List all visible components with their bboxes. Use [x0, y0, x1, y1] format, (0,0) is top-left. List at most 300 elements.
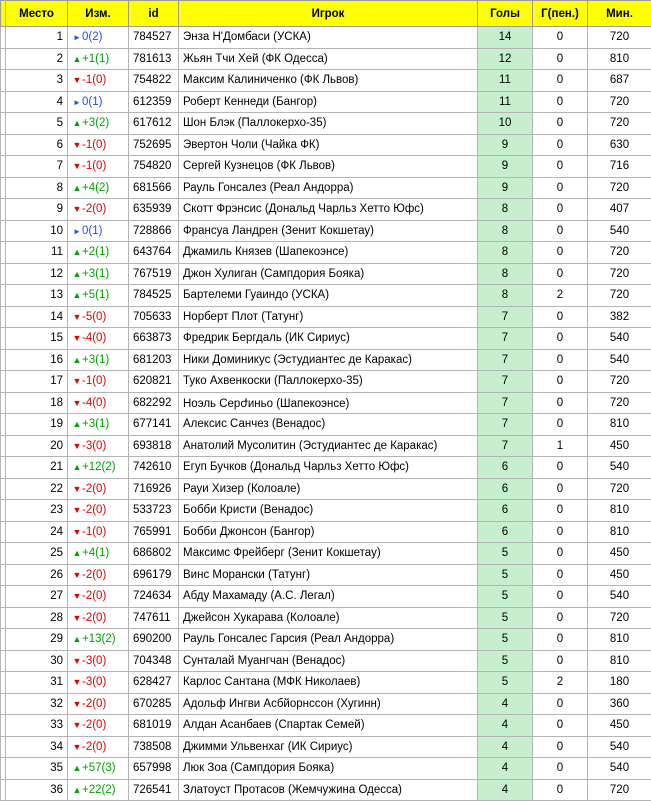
change-cell[interactable]: [68, 134, 129, 156]
player-id-cell[interactable]: 747611: [129, 607, 179, 629]
player-id-cell[interactable]: 670285: [129, 693, 179, 715]
player-id-cell[interactable]: 705633: [129, 306, 179, 328]
rank-cell[interactable]: 13: [6, 285, 68, 307]
minutes-cell[interactable]: 720: [588, 371, 651, 393]
change-value: -4(0): [82, 397, 106, 409]
change-value: -2(0): [82, 569, 106, 581]
rank-cell[interactable]: 21: [6, 457, 68, 479]
arrow-down-icon: [72, 570, 82, 580]
penalty-goals-cell[interactable]: 0: [533, 156, 588, 178]
goals-cell[interactable]: 8: [478, 220, 533, 242]
rank-cell[interactable]: 23: [6, 500, 68, 522]
change-cell[interactable]: [68, 349, 129, 371]
rank-cell[interactable]: 5: [6, 113, 68, 135]
rank-cell[interactable]: 25: [6, 543, 68, 565]
minutes-cell[interactable]: 450: [588, 564, 651, 586]
goals-cell[interactable]: 12: [478, 48, 533, 70]
penalty-goals-cell[interactable]: 2: [533, 285, 588, 307]
change-value: -1(0): [82, 375, 106, 387]
penalty-goals-cell[interactable]: 0: [533, 758, 588, 780]
minutes-cell[interactable]: 720: [588, 91, 651, 113]
player-id-cell[interactable]: 657998: [129, 758, 179, 780]
goals-cell[interactable]: 7: [478, 349, 533, 371]
penalty-goals-cell[interactable]: 0: [533, 457, 588, 479]
table-row: [1, 607, 651, 629]
player-name-cell[interactable]: Шон Блэк (Паллокерхо-35): [179, 113, 478, 135]
player-id-cell[interactable]: 738508: [129, 736, 179, 758]
change-cell[interactable]: [68, 371, 129, 393]
table-row: [1, 199, 651, 221]
player-name-cell[interactable]: Джамиль Князев (Шапекоэнсе): [179, 242, 478, 264]
player-id-cell[interactable]: 628427: [129, 672, 179, 694]
player-id-cell[interactable]: 635939: [129, 199, 179, 221]
rank-cell[interactable]: 15: [6, 328, 68, 350]
penalty-goals-cell[interactable]: 0: [533, 263, 588, 285]
player-name-cell[interactable]: Винс Морански (Татунг): [179, 564, 478, 586]
column-header-id[interactable]: id: [129, 1, 179, 27]
rank-cell[interactable]: 16: [6, 349, 68, 371]
player-id-cell[interactable]: 643764: [129, 242, 179, 264]
goals-cell[interactable]: 6: [478, 521, 533, 543]
player-id-cell[interactable]: 726541: [129, 779, 179, 801]
change-value: +1(1): [82, 53, 109, 65]
arrow-down-icon: [72, 677, 82, 687]
goals-cell[interactable]: 10: [478, 113, 533, 135]
player-name-cell[interactable]: Джон Хулиган (Сампдория Бояка): [179, 263, 478, 285]
goals-cell[interactable]: 6: [478, 457, 533, 479]
penalty-goals-cell[interactable]: 0: [533, 349, 588, 371]
player-id-cell[interactable]: 681566: [129, 177, 179, 199]
change-cell[interactable]: [68, 543, 129, 565]
rank-cell[interactable]: 7: [6, 156, 68, 178]
minutes-cell[interactable]: 720: [588, 113, 651, 135]
change-value: -1(0): [82, 74, 106, 86]
player-id-cell[interactable]: 663873: [129, 328, 179, 350]
rank-cell[interactable]: 19: [6, 414, 68, 436]
change-cell[interactable]: [68, 156, 129, 178]
column-header-goals[interactable]: Голы: [478, 1, 533, 27]
minutes-cell[interactable]: 810: [588, 521, 651, 543]
change-cell[interactable]: [68, 779, 129, 801]
player-name-cell[interactable]: Жьян Тчи Хей (ФК Одесса): [179, 48, 478, 70]
rank-cell[interactable]: 11: [6, 242, 68, 264]
change-value: -1(0): [82, 139, 106, 151]
player-id-cell[interactable]: 716926: [129, 478, 179, 500]
goals-cell[interactable]: 9: [478, 134, 533, 156]
player-name-cell[interactable]: Максим Калиниченко (ФК Львов): [179, 70, 478, 92]
change-cell[interactable]: [68, 586, 129, 608]
column-header-rank[interactable]: Место: [6, 1, 68, 27]
rank-cell[interactable]: 27: [6, 586, 68, 608]
player-id-cell[interactable]: 784525: [129, 285, 179, 307]
player-id-cell[interactable]: 620821: [129, 371, 179, 393]
player-id-cell[interactable]: 612359: [129, 91, 179, 113]
minutes-cell[interactable]: 720: [588, 478, 651, 500]
change-cell[interactable]: [68, 758, 129, 780]
minutes-cell[interactable]: 407: [588, 199, 651, 221]
rank-cell[interactable]: 14: [6, 306, 68, 328]
player-name-cell[interactable]: Рауль Гонсалез (Реал Андорра): [179, 177, 478, 199]
goals-cell[interactable]: 7: [478, 392, 533, 414]
penalty-goals-cell[interactable]: 0: [533, 70, 588, 92]
arrow-down-icon: [72, 613, 82, 623]
goals-cell[interactable]: 14: [478, 27, 533, 49]
goals-cell[interactable]: 7: [478, 435, 533, 457]
player-name-cell[interactable]: Джимми Ульвенхаг (ИК Сириус): [179, 736, 478, 758]
penalty-goals-cell[interactable]: 0: [533, 91, 588, 113]
goals-cell[interactable]: 8: [478, 242, 533, 264]
penalty-goals-cell[interactable]: 0: [533, 134, 588, 156]
player-id-cell[interactable]: 784527: [129, 27, 179, 49]
rank-cell[interactable]: 18: [6, 392, 68, 414]
penalty-goals-cell[interactable]: 0: [533, 736, 588, 758]
penalty-goals-cell[interactable]: 0: [533, 500, 588, 522]
goals-cell[interactable]: 4: [478, 779, 533, 801]
player-id-cell[interactable]: 704348: [129, 650, 179, 672]
table-row: [1, 27, 651, 49]
rank-cell[interactable]: 30: [6, 650, 68, 672]
goals-cell[interactable]: 5: [478, 586, 533, 608]
minutes-cell[interactable]: 382: [588, 306, 651, 328]
table-row: [1, 715, 651, 737]
player-name-cell[interactable]: Максимс Фрейберг (Зенит Кокшетау): [179, 543, 478, 565]
arrow-down-icon: [72, 398, 82, 408]
change-cell[interactable]: [68, 263, 129, 285]
goals-cell[interactable]: 8: [478, 285, 533, 307]
change-cell[interactable]: [68, 693, 129, 715]
change-cell[interactable]: [68, 48, 129, 70]
goals-cell[interactable]: 9: [478, 156, 533, 178]
table-row: [1, 242, 651, 264]
minutes-cell[interactable]: 540: [588, 328, 651, 350]
minutes-cell[interactable]: 720: [588, 285, 651, 307]
arrow-up-icon: [72, 785, 82, 795]
rank-cell[interactable]: 34: [6, 736, 68, 758]
player-name-cell[interactable]: Люк Зоа (Сампдория Бояка): [179, 758, 478, 780]
change-cell[interactable]: [68, 242, 129, 264]
player-id-cell[interactable]: 693818: [129, 435, 179, 457]
player-name-cell[interactable]: Энза Н'Домбаси (УСКА): [179, 27, 478, 49]
penalty-goals-cell[interactable]: 0: [533, 629, 588, 651]
minutes-cell[interactable]: 450: [588, 543, 651, 565]
penalty-goals-cell[interactable]: 0: [533, 306, 588, 328]
table-row: [1, 349, 651, 371]
player-name-cell[interactable]: Бобби Кристи (Венадос): [179, 500, 478, 522]
goals-cell[interactable]: 6: [478, 500, 533, 522]
change-cell[interactable]: [68, 306, 129, 328]
rank-cell[interactable]: 26: [6, 564, 68, 586]
player-id-cell[interactable]: 696179: [129, 564, 179, 586]
penalty-goals-cell[interactable]: 0: [533, 414, 588, 436]
player-name-cell[interactable]: Рауль Гонсалес Гарсия (Реал Андорра): [179, 629, 478, 651]
minutes-cell[interactable]: 687: [588, 70, 651, 92]
player-name-cell[interactable]: Абду Махамаду (А.С. Легал): [179, 586, 478, 608]
penalty-goals-cell[interactable]: 0: [533, 715, 588, 737]
player-name-cell[interactable]: Роберт Кеннеди (Бангор): [179, 91, 478, 113]
goals-cell[interactable]: 4: [478, 715, 533, 737]
arrow-down-icon: [72, 333, 82, 343]
rank-cell[interactable]: 12: [6, 263, 68, 285]
arrow-up-icon: [72, 290, 82, 300]
goals-cell[interactable]: 7: [478, 414, 533, 436]
goals-cell[interactable]: 5: [478, 543, 533, 565]
change-value: +4(2): [82, 182, 109, 194]
table-row: [1, 457, 651, 479]
minutes-cell[interactable]: 540: [588, 586, 651, 608]
goals-cell[interactable]: 5: [478, 564, 533, 586]
goals-cell[interactable]: 11: [478, 70, 533, 92]
goals-cell[interactable]: 5: [478, 629, 533, 651]
table-row: [1, 414, 651, 436]
goals-cell[interactable]: 4: [478, 758, 533, 780]
change-value: -2(0): [82, 612, 106, 624]
player-id-cell[interactable]: 754820: [129, 156, 179, 178]
minutes-cell[interactable]: 540: [588, 758, 651, 780]
rank-cell[interactable]: 22: [6, 478, 68, 500]
change-cell[interactable]: [68, 478, 129, 500]
change-cell[interactable]: [68, 564, 129, 586]
table-row: [1, 543, 651, 565]
player-id-cell[interactable]: 617612: [129, 113, 179, 135]
player-id-cell[interactable]: 686802: [129, 543, 179, 565]
player-id-cell[interactable]: 754822: [129, 70, 179, 92]
minutes-cell[interactable]: 720: [588, 392, 651, 414]
change-cell[interactable]: [68, 736, 129, 758]
player-name-cell[interactable]: Алдан Асанбаев (Спартак Семей): [179, 715, 478, 737]
minutes-cell[interactable]: 720: [588, 242, 651, 264]
rank-cell[interactable]: 33: [6, 715, 68, 737]
minutes-cell[interactable]: 720: [588, 779, 651, 801]
minutes-cell[interactable]: 720: [588, 607, 651, 629]
change-cell[interactable]: [68, 672, 129, 694]
rank-cell[interactable]: 3: [6, 70, 68, 92]
penalty-goals-cell[interactable]: 0: [533, 650, 588, 672]
player-name-cell[interactable]: Эвертон Чоли (Чайка ФК): [179, 134, 478, 156]
change-cell[interactable]: [68, 199, 129, 221]
penalty-goals-cell[interactable]: 0: [533, 48, 588, 70]
change-value: +3(1): [82, 418, 109, 430]
player-id-cell[interactable]: 677141: [129, 414, 179, 436]
table-row: [1, 306, 651, 328]
goals-cell[interactable]: 11: [478, 91, 533, 113]
change-cell[interactable]: [68, 91, 129, 113]
rank-cell[interactable]: 32: [6, 693, 68, 715]
change-cell[interactable]: [68, 220, 129, 242]
penalty-goals-cell[interactable]: 0: [533, 27, 588, 49]
player-id-cell[interactable]: 724634: [129, 586, 179, 608]
change-cell[interactable]: [68, 328, 129, 350]
goals-cell[interactable]: 7: [478, 328, 533, 350]
player-id-cell[interactable]: 767519: [129, 263, 179, 285]
minutes-cell[interactable]: 810: [588, 629, 651, 651]
goals-cell[interactable]: 5: [478, 650, 533, 672]
rank-cell[interactable]: 10: [6, 220, 68, 242]
player-name-cell[interactable]: Егуп Бучков (Дональд Чарльз Хетто Юфс): [179, 457, 478, 479]
change-cell[interactable]: [68, 392, 129, 414]
player-name-cell[interactable]: Туко Ахвенкоски (Паллокерхо-35): [179, 371, 478, 393]
change-cell[interactable]: [68, 457, 129, 479]
change-cell[interactable]: [68, 27, 129, 49]
player-name-cell[interactable]: Адольф Ингви Асбйорнссон (Хугинн): [179, 693, 478, 715]
rank-cell[interactable]: 9: [6, 199, 68, 221]
player-name-cell[interactable]: Франсуа Ландрен (Зенит Кокшетау): [179, 220, 478, 242]
change-cell[interactable]: [68, 435, 129, 457]
rank-cell[interactable]: 35: [6, 758, 68, 780]
player-id-cell[interactable]: 765991: [129, 521, 179, 543]
table-row: [1, 564, 651, 586]
change-value: +3(1): [82, 268, 109, 280]
player-name-cell[interactable]: Бобби Джонсон (Бангор): [179, 521, 478, 543]
table-row: [1, 500, 651, 522]
change-cell[interactable]: [68, 650, 129, 672]
table-row: [1, 91, 651, 113]
penalty-goals-cell[interactable]: 0: [533, 586, 588, 608]
penalty-goals-cell[interactable]: 0: [533, 779, 588, 801]
penalty-goals-cell[interactable]: 0: [533, 478, 588, 500]
penalty-goals-cell[interactable]: 0: [533, 521, 588, 543]
minutes-cell[interactable]: 810: [588, 414, 651, 436]
change-value: 0(1): [82, 96, 102, 108]
player-name-cell[interactable]: Ники Доминикус (Эстудиантес де Каракас): [179, 349, 478, 371]
goals-cell[interactable]: 9: [478, 177, 533, 199]
goals-cell[interactable]: 7: [478, 306, 533, 328]
player-name-cell[interactable]: Скотт Фрэнсис (Дональд Чарльз Хетто Юфс): [179, 199, 478, 221]
change-cell[interactable]: [68, 285, 129, 307]
penalty-goals-cell[interactable]: 0: [533, 113, 588, 135]
player-id-cell[interactable]: 682292: [129, 392, 179, 414]
change-cell[interactable]: [68, 629, 129, 651]
player-id-cell[interactable]: 690200: [129, 629, 179, 651]
change-value: -2(0): [82, 590, 106, 602]
rank-cell[interactable]: 17: [6, 371, 68, 393]
penalty-goals-cell[interactable]: 2: [533, 672, 588, 694]
player-name-cell[interactable]: Фредрик Бергдаль (ИК Сириус): [179, 328, 478, 350]
minutes-cell[interactable]: 180: [588, 672, 651, 694]
goals-cell[interactable]: 5: [478, 672, 533, 694]
change-cell[interactable]: [68, 521, 129, 543]
minutes-cell[interactable]: 810: [588, 500, 651, 522]
penalty-goals-cell[interactable]: 0: [533, 607, 588, 629]
player-name-cell[interactable]: Алексис Санчез (Венадос): [179, 414, 478, 436]
rank-cell[interactable]: 29: [6, 629, 68, 651]
penalty-goals-cell[interactable]: 0: [533, 371, 588, 393]
penalty-goals-cell[interactable]: 0: [533, 392, 588, 414]
rank-cell[interactable]: 28: [6, 607, 68, 629]
player-name-cell[interactable]: Сергей Кузнецов (ФК Львов): [179, 156, 478, 178]
player-id-cell[interactable]: 681203: [129, 349, 179, 371]
player-name-cell[interactable]: Карлос Сантана (МФК Николаев): [179, 672, 478, 694]
penalty-goals-cell[interactable]: 0: [533, 242, 588, 264]
penalty-goals-cell[interactable]: 0: [533, 564, 588, 586]
minutes-cell[interactable]: 540: [588, 736, 651, 758]
penalty-goals-cell[interactable]: 0: [533, 199, 588, 221]
minutes-cell[interactable]: 360: [588, 693, 651, 715]
rank-cell[interactable]: 1: [6, 27, 68, 49]
penalty-goals-cell[interactable]: 0: [533, 693, 588, 715]
player-id-cell[interactable]: 752695: [129, 134, 179, 156]
arrow-down-icon: [72, 75, 82, 85]
rank-cell[interactable]: 2: [6, 48, 68, 70]
player-id-cell[interactable]: 728866: [129, 220, 179, 242]
penalty-goals-cell[interactable]: 1: [533, 435, 588, 457]
penalty-goals-cell[interactable]: 0: [533, 220, 588, 242]
rank-cell[interactable]: 6: [6, 134, 68, 156]
goals-cell[interactable]: 6: [478, 478, 533, 500]
goals-cell[interactable]: 7: [478, 371, 533, 393]
rank-cell[interactable]: 8: [6, 177, 68, 199]
change-value: -2(0): [82, 698, 106, 710]
minutes-cell[interactable]: 450: [588, 715, 651, 737]
penalty-goals-cell[interactable]: 0: [533, 177, 588, 199]
arrow-down-icon: [72, 591, 82, 601]
player-id-cell[interactable]: 533723: [129, 500, 179, 522]
minutes-cell[interactable]: 720: [588, 263, 651, 285]
minutes-cell[interactable]: 716: [588, 156, 651, 178]
minutes-cell[interactable]: 540: [588, 220, 651, 242]
rank-cell[interactable]: 20: [6, 435, 68, 457]
column-header-change[interactable]: Изм.: [68, 1, 129, 27]
minutes-cell[interactable]: 450: [588, 435, 651, 457]
player-name-cell[interactable]: Джейсон Хукарава (Колоале): [179, 607, 478, 629]
change-cell[interactable]: [68, 113, 129, 135]
player-name-cell[interactable]: Бартелеми Гуаиндо (УСКА): [179, 285, 478, 307]
goals-cell[interactable]: 4: [478, 736, 533, 758]
rank-cell[interactable]: 24: [6, 521, 68, 543]
change-cell[interactable]: [68, 414, 129, 436]
table-row: [1, 113, 651, 135]
penalty-goals-cell[interactable]: 0: [533, 543, 588, 565]
player-name-cell[interactable]: Ноэль Серժиньо (Шапекоэнсе): [179, 392, 478, 414]
table-row: [1, 220, 651, 242]
table-row: [1, 435, 651, 457]
player-name-cell[interactable]: Рауи Хизер (Колоале): [179, 478, 478, 500]
minutes-cell[interactable]: 810: [588, 48, 651, 70]
arrow-up-icon: [72, 118, 82, 128]
goals-cell[interactable]: 8: [478, 263, 533, 285]
change-cell[interactable]: [68, 715, 129, 737]
minutes-cell[interactable]: 630: [588, 134, 651, 156]
column-header-penalty-goals[interactable]: Г(пен.): [533, 1, 588, 27]
minutes-cell[interactable]: 540: [588, 457, 651, 479]
column-header-player[interactable]: Игрок: [179, 1, 478, 27]
player-id-cell[interactable]: 742610: [129, 457, 179, 479]
penalty-goals-cell[interactable]: 0: [533, 328, 588, 350]
change-cell[interactable]: [68, 177, 129, 199]
player-name-cell[interactable]: Златоуст Протасов (Жемчужина Одесса): [179, 779, 478, 801]
change-value: +4(1): [82, 547, 109, 559]
player-name-cell[interactable]: Норберт Плот (Татунг): [179, 306, 478, 328]
rank-cell[interactable]: 31: [6, 672, 68, 694]
table-row: [1, 478, 651, 500]
change-cell[interactable]: [68, 70, 129, 92]
goals-cell[interactable]: 8: [478, 199, 533, 221]
player-name-cell[interactable]: Сунталай Муангчан (Венадос): [179, 650, 478, 672]
minutes-cell[interactable]: 720: [588, 27, 651, 49]
change-cell[interactable]: [68, 607, 129, 629]
minutes-cell[interactable]: 810: [588, 650, 651, 672]
column-header-minutes[interactable]: Мин.: [588, 1, 651, 27]
player-id-cell[interactable]: 681019: [129, 715, 179, 737]
player-name-cell[interactable]: Анатолий Мусолитин (Эстудиантес де Каракас): [179, 435, 478, 457]
goals-cell[interactable]: 5: [478, 607, 533, 629]
rank-cell[interactable]: 36: [6, 779, 68, 801]
change-cell[interactable]: [68, 500, 129, 522]
player-id-cell[interactable]: 781613: [129, 48, 179, 70]
minutes-cell[interactable]: 540: [588, 349, 651, 371]
rank-cell[interactable]: 4: [6, 91, 68, 113]
minutes-cell[interactable]: 720: [588, 177, 651, 199]
goals-cell[interactable]: 4: [478, 693, 533, 715]
